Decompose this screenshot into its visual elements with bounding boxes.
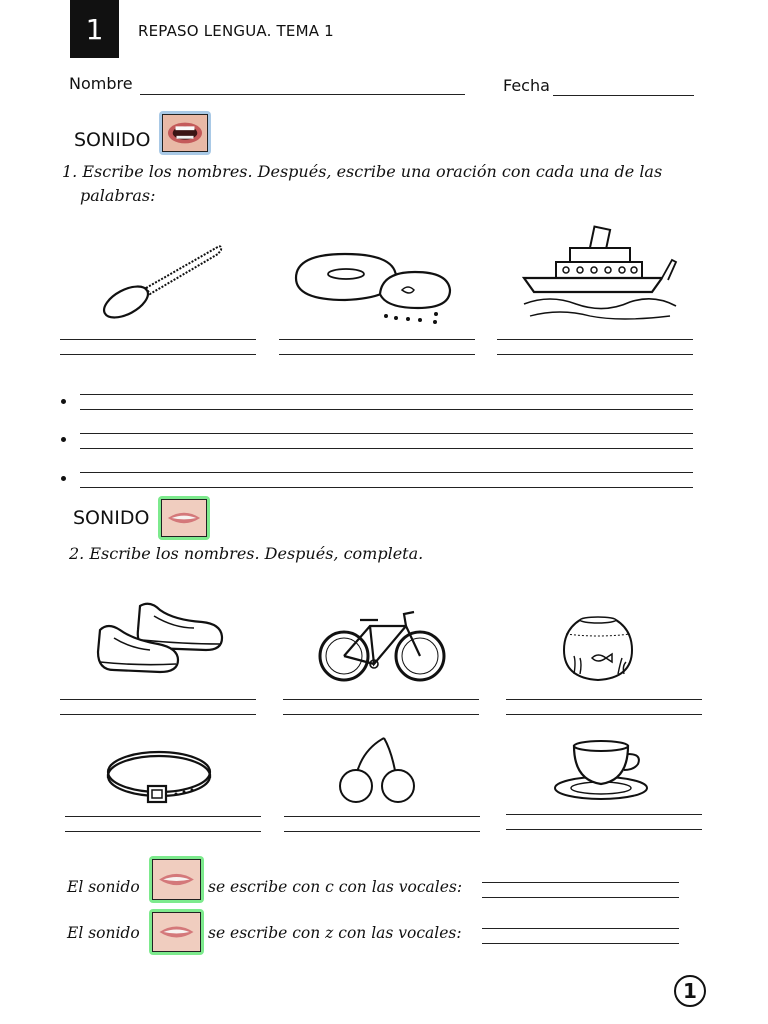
ship-name-line-1[interactable] bbox=[497, 339, 693, 340]
page-title: REPASO LENGUA. TEMA 1 bbox=[138, 22, 334, 40]
tema-number-box bbox=[70, 0, 119, 58]
section1-instruction bbox=[62, 160, 682, 208]
spoon-icon bbox=[98, 240, 228, 320]
belt-name-line-2[interactable] bbox=[65, 831, 261, 832]
z-rule-mouth-frame bbox=[149, 909, 204, 955]
c-rule-mouth-frame bbox=[149, 856, 204, 903]
fishbowl-name-line-1[interactable] bbox=[506, 699, 702, 700]
cup-name-line-2[interactable] bbox=[506, 829, 702, 830]
z-vowels-line-1[interactable] bbox=[482, 928, 679, 929]
open-mouth-frame bbox=[159, 111, 211, 155]
bicycle-name-line-2[interactable] bbox=[283, 714, 479, 715]
z-rule-text: se escribe con z con las vocales: bbox=[208, 924, 462, 942]
sentence-bullet-3 bbox=[61, 476, 66, 481]
fishbowl-name-line-2[interactable] bbox=[506, 714, 702, 715]
section1-instruction-line2: palabras: bbox=[80, 186, 156, 205]
section1-title: SONIDO bbox=[74, 129, 151, 151]
cup-icon bbox=[552, 738, 650, 802]
section1-instruction-line1: 1. Escribe los nombres. Después, escribe una oración con cada una de las bbox=[62, 162, 663, 181]
ship-name-line-2[interactable] bbox=[497, 354, 693, 355]
sentence-bullet-1 bbox=[61, 399, 66, 404]
sentence-line-1b[interactable] bbox=[80, 409, 693, 410]
c-rule-text: se escribe con c con las vocales: bbox=[208, 878, 463, 896]
spoon-name-line-1[interactable] bbox=[60, 339, 256, 340]
fishbowl-icon bbox=[562, 612, 634, 684]
page-number: 1 bbox=[674, 975, 706, 1007]
name-label: Nombre bbox=[69, 74, 133, 93]
donut-name-line-1[interactable] bbox=[279, 339, 475, 340]
c-vowels-line-2[interactable] bbox=[482, 897, 679, 898]
donuts-icon bbox=[290, 250, 460, 325]
cup-name-line-1[interactable] bbox=[506, 814, 702, 815]
sentence-line-2a[interactable] bbox=[80, 433, 693, 434]
cherries-name-line-1[interactable] bbox=[284, 816, 480, 817]
section2-instruction: 2. Escribe los nombres. Después, completa. bbox=[69, 544, 424, 563]
cherries-icon bbox=[336, 736, 420, 804]
bicycle-icon bbox=[316, 608, 448, 686]
sentence-bullet-2 bbox=[61, 437, 66, 442]
tema-number: 1 bbox=[85, 12, 104, 46]
donut-name-line-2[interactable] bbox=[279, 354, 475, 355]
name-field-line[interactable] bbox=[140, 94, 465, 95]
spoon-name-line-2[interactable] bbox=[60, 354, 256, 355]
shoes-name-line-2[interactable] bbox=[60, 714, 256, 715]
belt-icon bbox=[104, 746, 214, 806]
cherries-name-line-2[interactable] bbox=[284, 831, 480, 832]
date-label: Fecha bbox=[503, 76, 550, 95]
smile-mouth-frame bbox=[158, 496, 210, 540]
z-vowels-line-2[interactable] bbox=[482, 943, 679, 944]
open-mouth-icon bbox=[162, 114, 208, 152]
sentence-line-3a[interactable] bbox=[80, 472, 693, 473]
c-vowels-line-1[interactable] bbox=[482, 882, 679, 883]
sentence-line-3b[interactable] bbox=[80, 487, 693, 488]
smile-mouth-icon bbox=[152, 912, 201, 952]
shoes-icon bbox=[94, 600, 226, 682]
shoes-name-line-1[interactable] bbox=[60, 699, 256, 700]
sentence-line-1a[interactable] bbox=[80, 394, 693, 395]
bicycle-name-line-1[interactable] bbox=[283, 699, 479, 700]
smile-mouth-icon bbox=[161, 499, 207, 537]
c-rule-prefix: El sonido bbox=[67, 878, 140, 896]
ship-icon bbox=[520, 224, 680, 322]
z-rule-prefix: El sonido bbox=[67, 924, 140, 942]
belt-name-line-1[interactable] bbox=[65, 816, 261, 817]
date-field-line[interactable] bbox=[553, 95, 694, 96]
section2-title: SONIDO bbox=[73, 507, 150, 529]
smile-mouth-icon bbox=[152, 859, 201, 900]
sentence-line-2b[interactable] bbox=[80, 448, 693, 449]
